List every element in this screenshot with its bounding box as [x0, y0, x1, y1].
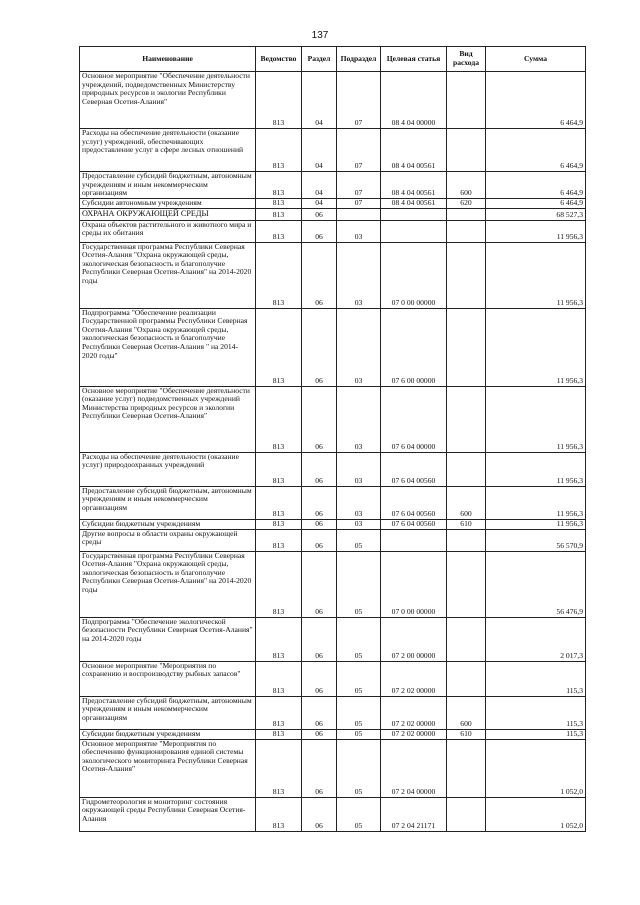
cell-dept: 813 — [256, 208, 302, 220]
cell-dept: 813 — [256, 729, 302, 739]
cell-subsection: 03 — [337, 519, 381, 529]
cell-amount: 11 956,3 — [486, 386, 586, 452]
table-row — [80, 486, 586, 519]
table-row — [80, 386, 586, 452]
cell-subsection: 03 — [337, 452, 381, 486]
cell-target: 08 4 04 00561 — [381, 198, 447, 208]
cell-name: Гидрометеорология и мониторинг состояния окружающей среды Республики Северная Осетия-Алания — [80, 797, 256, 831]
cell-expense-type: 600 — [447, 696, 486, 729]
cell-amount: 11 956,3 — [486, 308, 586, 386]
cell-dept: 813 — [256, 386, 302, 452]
cell-expense-type — [447, 220, 486, 242]
cell-dept: 813 — [256, 661, 302, 696]
cell-subsection: 07 — [337, 72, 381, 129]
cell-subsection: 07 — [337, 129, 381, 172]
cell-subsection: 05 — [337, 696, 381, 729]
cell-subsection: 05 — [337, 661, 381, 696]
cell-target — [381, 529, 447, 551]
cell-expense-type — [447, 529, 486, 551]
cell-name: Другие вопросы в области охраны окружающей среды — [80, 529, 256, 551]
table-row — [80, 242, 586, 308]
header-amount: Сумма — [486, 47, 586, 72]
cell-section: 04 — [302, 172, 337, 199]
cell-section: 06 — [302, 220, 337, 242]
cell-expense-type: 620 — [447, 198, 486, 208]
cell-dept: 813 — [256, 486, 302, 519]
cell-name: Государственная программа Республики Северная Осетия-Алания "Охрана окружающей среды, экологическая безопасность и благополучие Республики Северная Осетия-Алания" на 2014-2020 годы — [80, 242, 256, 308]
cell-subsection: 07 — [337, 198, 381, 208]
cell-amount: 68 527,3 — [486, 208, 586, 220]
cell-subsection: 05 — [337, 529, 381, 551]
cell-expense-type — [447, 242, 486, 308]
cell-section: 06 — [302, 386, 337, 452]
cell-subsection: 03 — [337, 486, 381, 519]
cell-name: Подпрограмма "Обеспечение экологической безопасности Республики Северная Осетия-Алания" на 2014-2020 годы — [80, 617, 256, 661]
cell-section: 06 — [302, 797, 337, 831]
cell-target: 07 2 04 21171 — [381, 797, 447, 831]
cell-name: Основное мероприятие "Мероприятия по сохранению и воспроизводству рыбных запасов" — [80, 661, 256, 696]
cell-section: 06 — [302, 242, 337, 308]
cell-subsection: 05 — [337, 739, 381, 797]
cell-expense-type: 600 — [447, 172, 486, 199]
cell-dept: 813 — [256, 739, 302, 797]
cell-target: 07 2 00 00000 — [381, 617, 447, 661]
cell-expense-type: 610 — [447, 519, 486, 529]
cell-target: 07 6 00 00000 — [381, 308, 447, 386]
header-name: Наименование — [80, 47, 256, 72]
cell-subsection: 07 — [337, 172, 381, 199]
cell-section: 06 — [302, 551, 337, 617]
cell-section: 06 — [302, 486, 337, 519]
cell-amount: 56 476,9 — [486, 551, 586, 617]
cell-amount: 115,3 — [486, 696, 586, 729]
cell-expense-type: 600 — [447, 486, 486, 519]
cell-section: 06 — [302, 729, 337, 739]
cell-name: Расходы на обеспечение деятельности (оказание услуг) учреждений, обеспечивающих предоставление услуг в сфере лесных отношений — [80, 129, 256, 172]
cell-target: 07 2 02 00000 — [381, 729, 447, 739]
cell-target: 07 6 04 00560 — [381, 452, 447, 486]
cell-amount: 1 052,0 — [486, 797, 586, 831]
table-header-row — [80, 47, 586, 72]
cell-amount: 115,3 — [486, 661, 586, 696]
page-number: 137 — [311, 30, 329, 41]
cell-dept: 813 — [256, 198, 302, 208]
table-row — [80, 72, 586, 129]
table-row — [80, 308, 586, 386]
table-row — [80, 661, 586, 696]
cell-expense-type — [447, 308, 486, 386]
section-row — [80, 208, 586, 220]
table-row — [80, 198, 586, 208]
cell-expense-type — [447, 208, 486, 220]
table-row — [80, 729, 586, 739]
cell-dept: 813 — [256, 696, 302, 729]
cell-dept: 813 — [256, 452, 302, 486]
table-row — [80, 696, 586, 729]
cell-section: 04 — [302, 198, 337, 208]
cell-amount: 2 017,3 — [486, 617, 586, 661]
table-row — [80, 220, 586, 242]
cell-amount: 56 570,9 — [486, 529, 586, 551]
table-row — [80, 452, 586, 486]
cell-dept: 813 — [256, 220, 302, 242]
cell-dept: 813 — [256, 308, 302, 386]
cell-expense-type — [447, 129, 486, 172]
cell-name: Расходы на обеспечение деятельности (оказание услуг) природоохранных учреждений — [80, 452, 256, 486]
cell-amount: 11 956,3 — [486, 519, 586, 529]
cell-section: 06 — [302, 529, 337, 551]
table-row — [80, 551, 586, 617]
cell-dept: 813 — [256, 551, 302, 617]
table-row — [80, 129, 586, 172]
cell-amount: 11 956,3 — [486, 452, 586, 486]
cell-expense-type — [447, 551, 486, 617]
cell-target: 07 2 04 00000 — [381, 739, 447, 797]
cell-section: 06 — [302, 696, 337, 729]
cell-subsection: 03 — [337, 308, 381, 386]
cell-section: 06 — [302, 208, 337, 220]
table-row — [80, 519, 586, 529]
cell-subsection: 05 — [337, 551, 381, 617]
cell-name: ОХРАНА ОКРУЖАЮЩЕЙ СРЕДЫ — [80, 208, 256, 220]
cell-subsection: 03 — [337, 220, 381, 242]
cell-expense-type — [447, 797, 486, 831]
table-row — [80, 529, 586, 551]
cell-amount: 6 464,9 — [486, 172, 586, 199]
header-dept: Ведомство — [256, 47, 302, 72]
cell-section: 06 — [302, 308, 337, 386]
cell-dept: 813 — [256, 172, 302, 199]
table-row — [80, 739, 586, 797]
cell-section: 06 — [302, 519, 337, 529]
cell-name: Предоставление субсидий бюджетным, автономным учреждениям и иным некоммерческим организациям — [80, 696, 256, 729]
cell-amount: 115,3 — [486, 729, 586, 739]
cell-subsection — [337, 208, 381, 220]
cell-target — [381, 208, 447, 220]
cell-expense-type — [447, 386, 486, 452]
cell-expense-type: 610 — [447, 729, 486, 739]
cell-expense-type — [447, 72, 486, 129]
cell-dept: 813 — [256, 797, 302, 831]
cell-target — [381, 220, 447, 242]
cell-name: Основное мероприятие "Обеспечение деятельности (оказание услуг) подведомственных учреждений Министерства природных ресурсов и экологии Республики Северная Осетия-Алания" — [80, 386, 256, 452]
cell-name: Государственная программа Республики Северная Осетия-Алания "Охрана окружающей среды, экологическая безопасность и благополучие Республики Северная Осетия-Алания" на 2014-2020 годы — [80, 551, 256, 617]
budget-table-body — [80, 72, 586, 832]
cell-amount: 6 464,9 — [486, 129, 586, 172]
header-section: Раздел — [302, 47, 337, 72]
cell-section: 04 — [302, 129, 337, 172]
cell-name: Охрана объектов растительного и животного мира и среды их обитания — [80, 220, 256, 242]
cell-expense-type — [447, 452, 486, 486]
cell-target: 07 6 04 00560 — [381, 519, 447, 529]
cell-target: 07 2 02 00000 — [381, 696, 447, 729]
cell-dept: 813 — [256, 617, 302, 661]
cell-target: 08 4 04 00000 — [381, 72, 447, 129]
cell-section: 06 — [302, 661, 337, 696]
cell-dept: 813 — [256, 129, 302, 172]
cell-name: Подпрограмма "Обеспечение реализации Государственной программы Республики Северная Осетия-Алания "Охрана окружающей среды, экологическая безопасность и благополучие Республики Северная Осетия-Алания " на 2014-2020 годы" — [80, 308, 256, 386]
cell-target: 07 6 04 00560 — [381, 486, 447, 519]
cell-dept: 813 — [256, 242, 302, 308]
cell-name: Основное мероприятие "Мероприятия по обеспечению функционирования единой системы экологического мониторинга Республики Северная Осетия-Алания" — [80, 739, 256, 797]
cell-section: 06 — [302, 452, 337, 486]
cell-name: Субсидии автономным учреждениям — [80, 198, 256, 208]
cell-subsection: 05 — [337, 797, 381, 831]
cell-amount: 11 956,3 — [486, 220, 586, 242]
cell-dept: 813 — [256, 529, 302, 551]
cell-subsection: 03 — [337, 242, 381, 308]
cell-name: Предоставление субсидий бюджетным, автономным учреждениям и иным некоммерческим организациям — [80, 172, 256, 199]
cell-name: Предоставление субсидий бюджетным, автономным учреждениям и иным некоммерческим организациям — [80, 486, 256, 519]
cell-amount: 6 464,9 — [486, 72, 586, 129]
header-subsection: Подраздел — [337, 47, 381, 72]
cell-name: Субсидии бюджетным учреждениям — [80, 519, 256, 529]
cell-target: 07 2 02 00000 — [381, 661, 447, 696]
cell-dept: 813 — [256, 519, 302, 529]
cell-target: 07 0 00 00000 — [381, 242, 447, 308]
table-row — [80, 172, 586, 199]
cell-target: 08 4 04 00561 — [381, 129, 447, 172]
cell-amount: 6 464,9 — [486, 198, 586, 208]
cell-amount: 11 956,3 — [486, 242, 586, 308]
cell-amount: 1 052,0 — [486, 739, 586, 797]
cell-dept: 813 — [256, 72, 302, 129]
cell-expense-type — [447, 739, 486, 797]
cell-target: 07 6 04 00000 — [381, 386, 447, 452]
table-row — [80, 797, 586, 831]
cell-amount: 11 956,3 — [486, 486, 586, 519]
cell-subsection: 05 — [337, 729, 381, 739]
cell-expense-type — [447, 661, 486, 696]
cell-section: 04 — [302, 72, 337, 129]
header-expense-type: Вид расхода — [447, 47, 486, 72]
cell-expense-type — [447, 617, 486, 661]
budget-table — [79, 46, 586, 832]
cell-section: 06 — [302, 617, 337, 661]
cell-target: 07 0 00 00000 — [381, 551, 447, 617]
cell-name: Основное мероприятие "Обеспечение деятельности учреждений, подведомственных Министерству природных ресурсов и экологии Республики Северная Осетия-Алания" — [80, 72, 256, 129]
table-row — [80, 617, 586, 661]
cell-subsection: 05 — [337, 617, 381, 661]
header-target: Целевая статья — [381, 47, 447, 72]
cell-target: 08 4 04 00561 — [381, 172, 447, 199]
cell-section: 06 — [302, 739, 337, 797]
cell-name: Субсидии бюджетным учреждениям — [80, 729, 256, 739]
cell-subsection: 03 — [337, 386, 381, 452]
